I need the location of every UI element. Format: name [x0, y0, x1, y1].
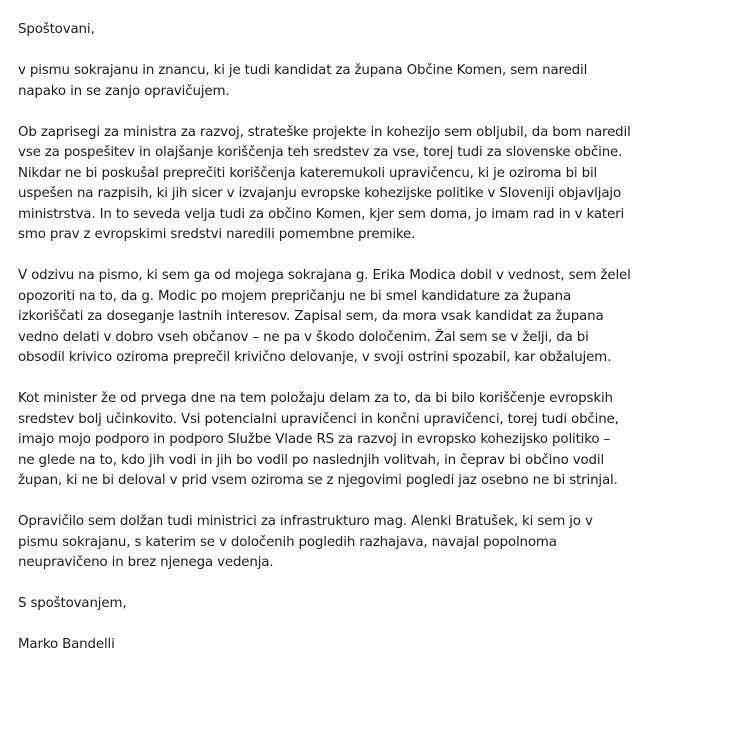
signature-text: Marko Bandelli: [18, 637, 115, 652]
paragraph-line: opozoriti na to, da g. Modic po mojem prepričanju ne bi smel kandidature za župana: [18, 288, 572, 304]
greeting-text: Spoštovani,: [18, 22, 95, 37]
letter-closing: [18, 594, 718, 615]
paragraph-line: napako in se zanjo opravičujem.: [18, 83, 230, 99]
paragraph-line: imajo mojo podporo in podporo Službe Vlade RS za razvoj in evropsko kohezijsko politiko –: [18, 432, 611, 447]
paragraph-line: župan, ki ne bi deloval v prid vsem oziroma se z njegovimi pogledi jaz osebno ne bi strinjal.: [18, 473, 618, 488]
paragraph-line: vedno delati v dobro vseh občanov – ne pa v škodo določenim. Žal sem se v želji, da bi: [18, 329, 589, 345]
paragraph-line: pismu sokrajanu, s katerim se v določenih pogledih razhajava, navajal popolnoma: [18, 534, 557, 550]
paragraph-line: neupravičeno in brez njenega vedenja.: [18, 555, 274, 570]
paragraph-line: obsodil krivico oziroma preprečil krivično delovanje, v svoji ostrini spozabil, kar obžalujem.: [18, 350, 612, 365]
paragraph-line: v pismu sokrajanu in znancu, ki je tudi kandidat za župana Občine Komen, sem naredil: [18, 63, 588, 78]
paragraph-bratusek: [18, 512, 718, 574]
paragraph-response: [18, 266, 718, 369]
paragraph-line: ne glede na to, kdo jih vodi in jih bo vodil po naslednjih volitvah, in čeprav bi občino vodil: [18, 452, 605, 468]
paragraph-line: izkoriščati za doseganje lastnih interesov. Zapisal sem, da mora vsak kandidat za župana: [18, 309, 604, 324]
paragraph-line: sredstev bolj učinkovito. Vsi potencialni upravičenci in končni upravičenci, torej tudi občine,: [18, 411, 619, 427]
paragraph-line: Ob zaprisegi za ministra za razvoj, strateške projekte in kohezijo sem obljubil, da bom naredil: [18, 124, 631, 140]
letter-greeting: [18, 20, 718, 41]
letter-signature: [18, 635, 718, 656]
letter-body: [18, 20, 718, 656]
paragraph-line: uspešen na razpisih, ki jih sicer v izvajanju evropske kohezijske politike v Sloveniji objavljajo: [18, 186, 621, 201]
paragraph-line: Opravičilo sem dolžan tudi ministrici za infrastrukturo mag. Alenki Bratušek, ki sem jo v: [18, 514, 593, 529]
paragraph-apology: [18, 61, 718, 102]
paragraph-line: ministrstva. In to seveda velja tudi za občino Komen, kjer sem doma, jo imam rad in v kateri: [18, 206, 625, 222]
paragraph-line: smo prav z evropskimi sredstvi naredili pomembne premike.: [18, 227, 416, 242]
paragraph-minister: [18, 389, 718, 492]
closing-text: S spoštovanjem,: [18, 596, 127, 611]
paragraph-oath: [18, 123, 718, 246]
paragraph-line: vse za pospešitev in olajšanje koriščenja teh sredstev za vse, torej tudi za slovenske občine.: [18, 145, 623, 160]
paragraph-line: Kot minister že od prvega dne na tem položaju delam za to, da bi bilo koriščenje evropskih: [18, 391, 613, 406]
paragraph-line: Nikdar ne bi poskušal preprečiti koriščenja kateremukoli upravičencu, ki je oziroma bi bil: [18, 165, 598, 181]
paragraph-line: V odzivu na pismo, ki sem ga od mojega sokrajana g. Erika Modica dobil v vednost, sem želel: [18, 268, 631, 283]
